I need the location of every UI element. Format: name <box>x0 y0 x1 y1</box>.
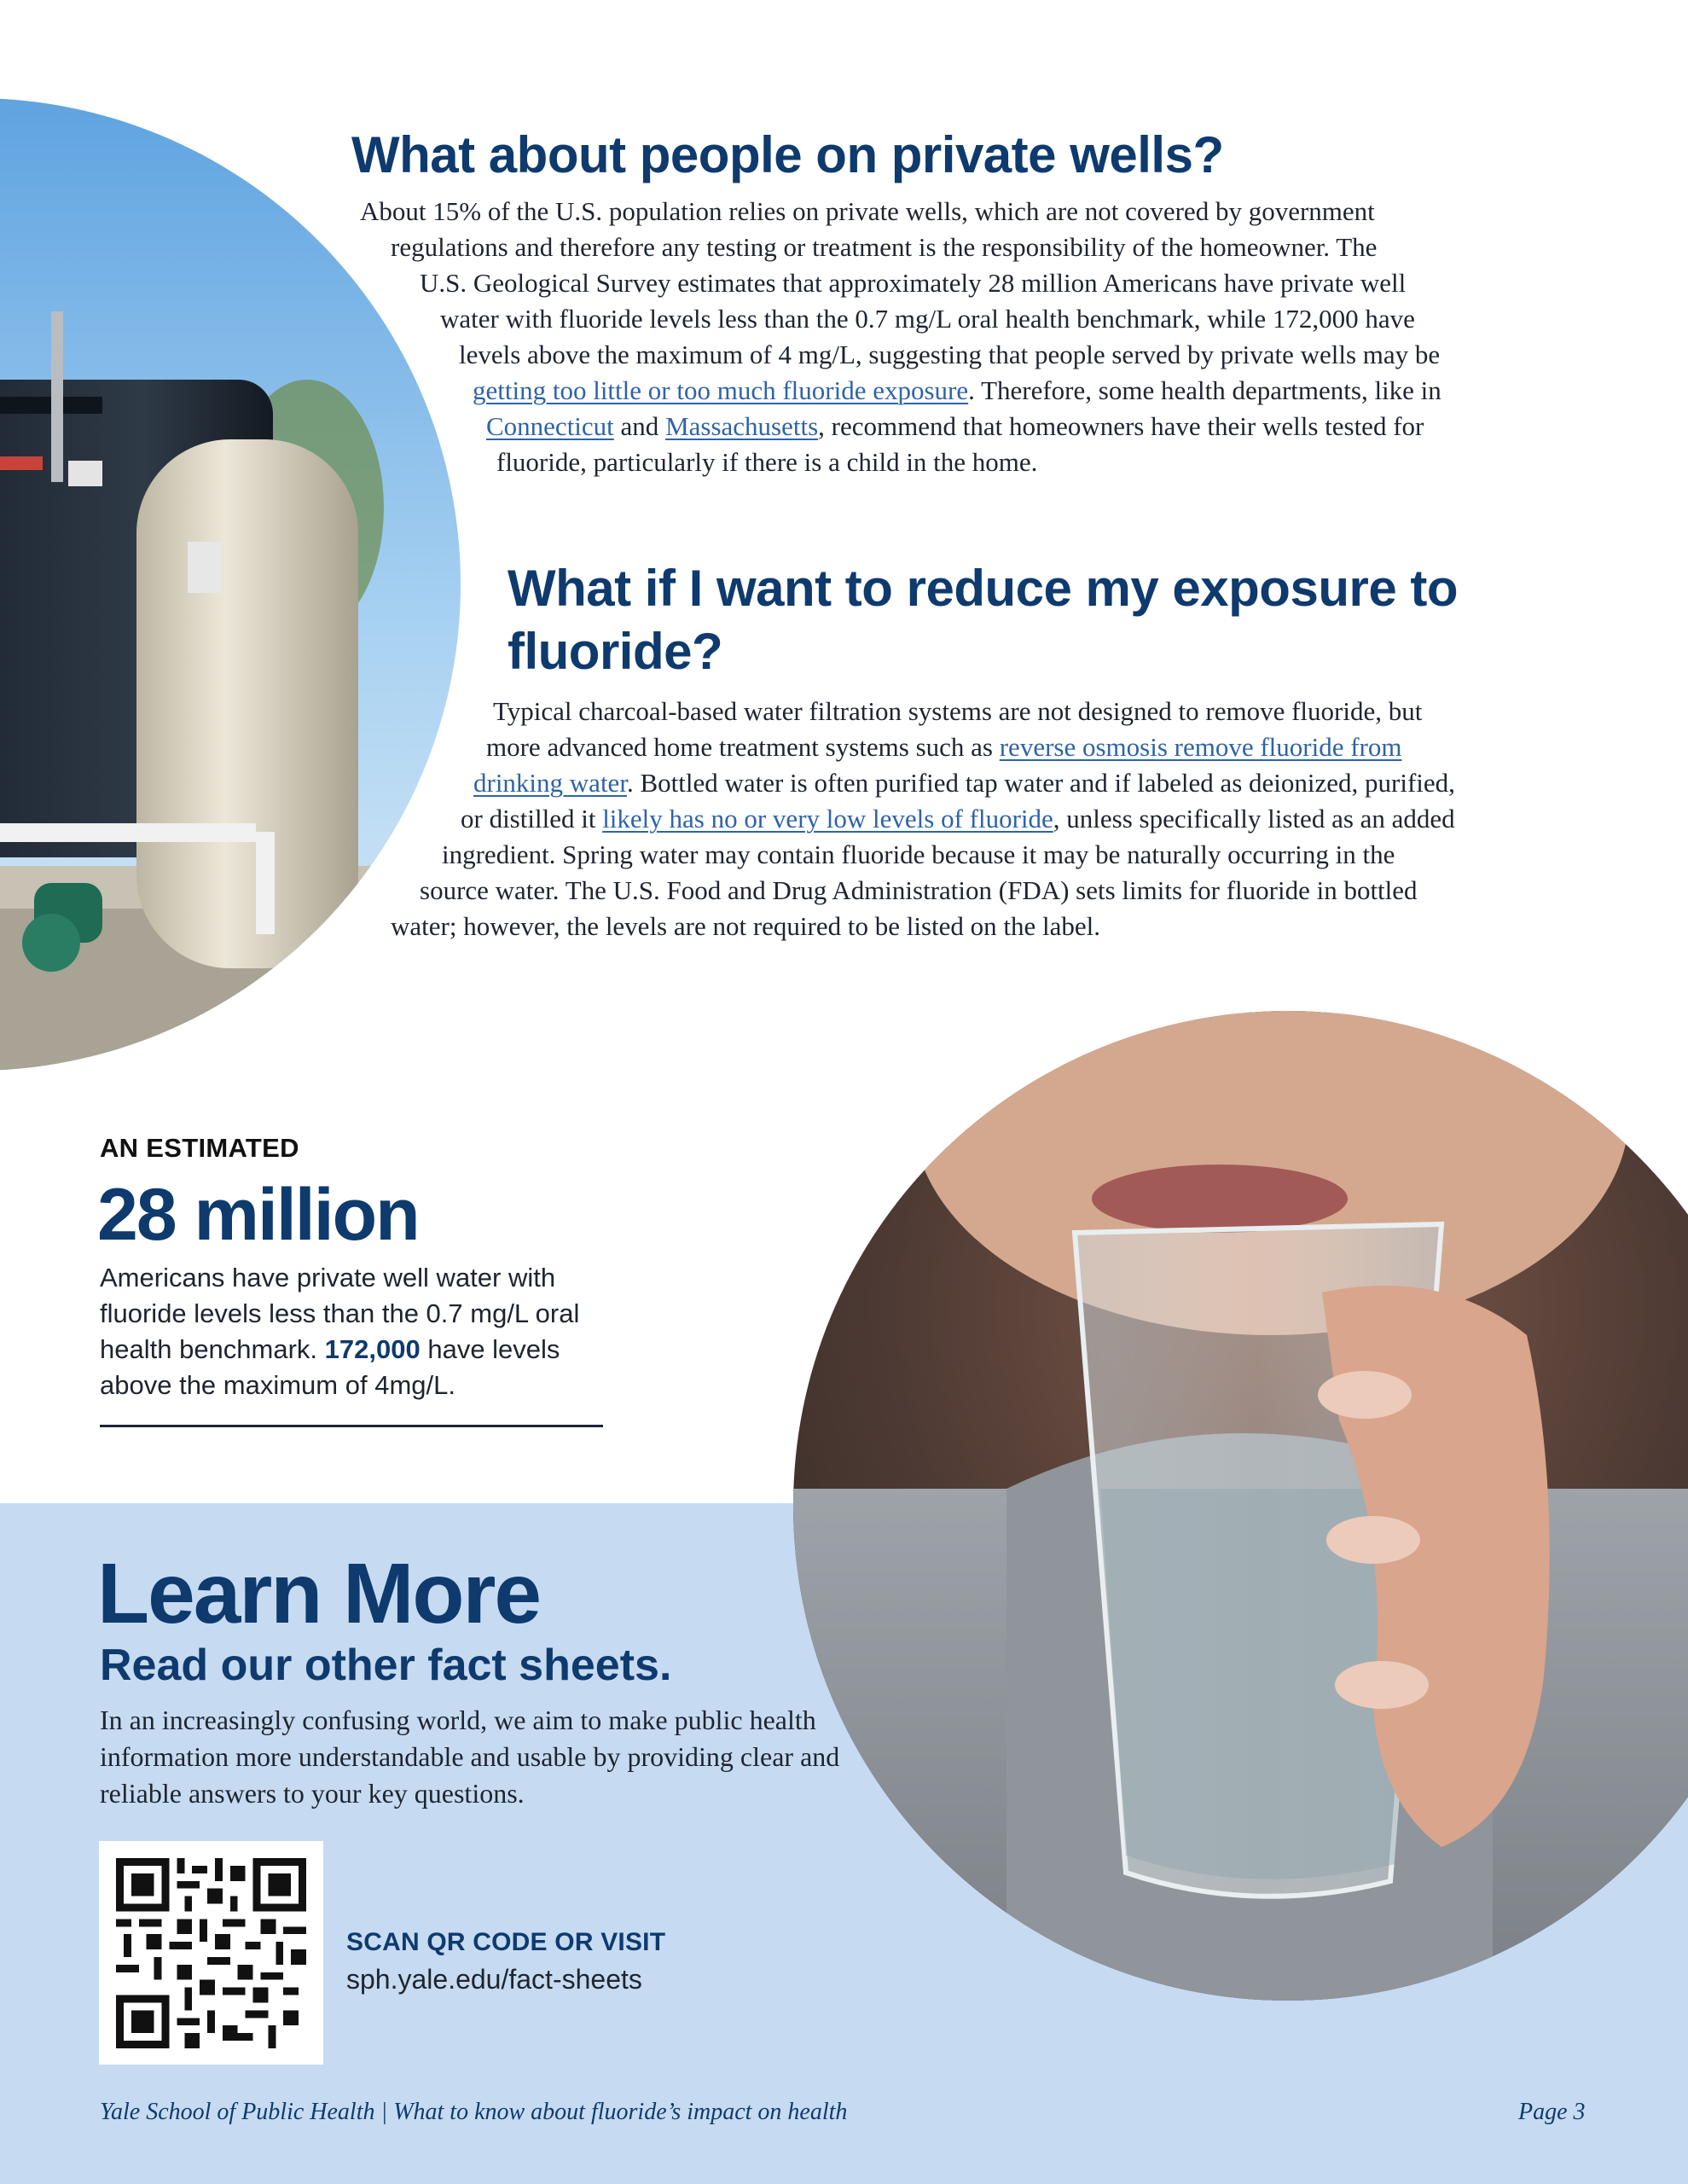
wells-text-line: U.S. Geological Survey estimates that approximately 28 million Americans have private well <box>420 268 1407 298</box>
drinking-water-link[interactable]: drinking water <box>473 768 627 798</box>
wells-text-line: fluoride, particularly if there is a child in the home. <box>496 447 1038 477</box>
fact-sheets-url[interactable]: sph.yale.edu/fact-sheets <box>346 1964 642 1995</box>
learn-more-subtitle: Read our other fact sheets. <box>100 1641 672 1690</box>
wells-heading: What about people on private wells? <box>351 126 1224 183</box>
reduce-text-line: more advanced home treatment systems such as reverse osmosis remove fluoride from <box>486 732 1402 762</box>
connecticut-link[interactable]: Connecticut <box>486 411 614 441</box>
reduce-text-line: Typical charcoal-based water filtration systems are not designed to remove fluoride, but <box>493 696 1423 726</box>
reduce-heading: What if I want to reduce my exposure to fluoride? <box>508 560 1458 680</box>
learn-more-body: In an increasingly confusing world, we aim to make public health information more understandable and usable by providing clear and reliable answers to your key questions. <box>100 1705 840 1809</box>
stat-eyebrow: AN ESTIMATED <box>100 1133 299 1163</box>
fluoride-exposure-link[interactable]: getting too little or too much fluoride exposure <box>473 375 969 405</box>
reverse-osmosis-link[interactable]: reverse osmosis remove fluoride from <box>999 732 1402 762</box>
reduce-text-line: source water. The U.S. Food and Drug Administration (FDA) sets limits for fluoride in bottled <box>420 875 1418 905</box>
reduce-text-line: ingredient. Spring water may contain fluoride because it may be naturally occurring in the <box>442 839 1395 869</box>
reduce-text-line: water; however, the levels are not required to be listed on the label. <box>391 911 1101 941</box>
reduce-text-line: drinking water. Bottled water is often purified tap water and if labeled as deionized, purified, <box>473 768 1455 798</box>
wells-text-line: getting too little or too much fluoride exposure. Therefore, some health departments, like in <box>473 375 1441 405</box>
learn-more-title: Learn More <box>97 1546 541 1641</box>
footer-title: Yale School of Public Health | What to know about fluoride’s impact on health <box>100 2099 848 2125</box>
stat-number: 28 million <box>97 1174 419 1256</box>
qr-code-icon[interactable] <box>99 1841 323 2065</box>
scan-qr-label: SCAN QR CODE OR VISIT <box>346 1928 666 1956</box>
stat-divider <box>100 1425 603 1427</box>
wells-text-line: Connecticut and Massachusetts, recommend that homeowners have their wells tested for <box>486 411 1424 441</box>
wells-text-line: About 15% of the U.S. population relies on private wells, which are not covered by government <box>360 196 1375 226</box>
wells-text-line: water with fluoride levels less than the 0.7 mg/L oral health benchmark, while 172,000 have <box>440 304 1415 334</box>
bottled-water-fluoride-link[interactable]: likely has no or very low levels of fluoride <box>602 804 1053 834</box>
reduce-text-line: or distilled it likely has no or very low levels of fluoride, unless specifically listed as an added <box>461 804 1455 834</box>
wells-text-line: levels above the maximum of 4 mg/L, suggesting that people served by private wells may be <box>459 340 1441 369</box>
massachusetts-link[interactable]: Massachusetts <box>665 411 819 441</box>
stat-highlight: 172,000 <box>324 1334 421 1364</box>
stat-description: Americans have private well water with fluoride levels less than the 0.7 mg/L oral health benchmark. 172,000 have levels above the maximum of 4mg/L. <box>100 1263 580 1400</box>
wells-text-line: regulations and therefore any testing or treatment is the responsibility of the homeowner. The <box>391 232 1378 262</box>
page-number: Page 3 <box>1518 2099 1586 2125</box>
